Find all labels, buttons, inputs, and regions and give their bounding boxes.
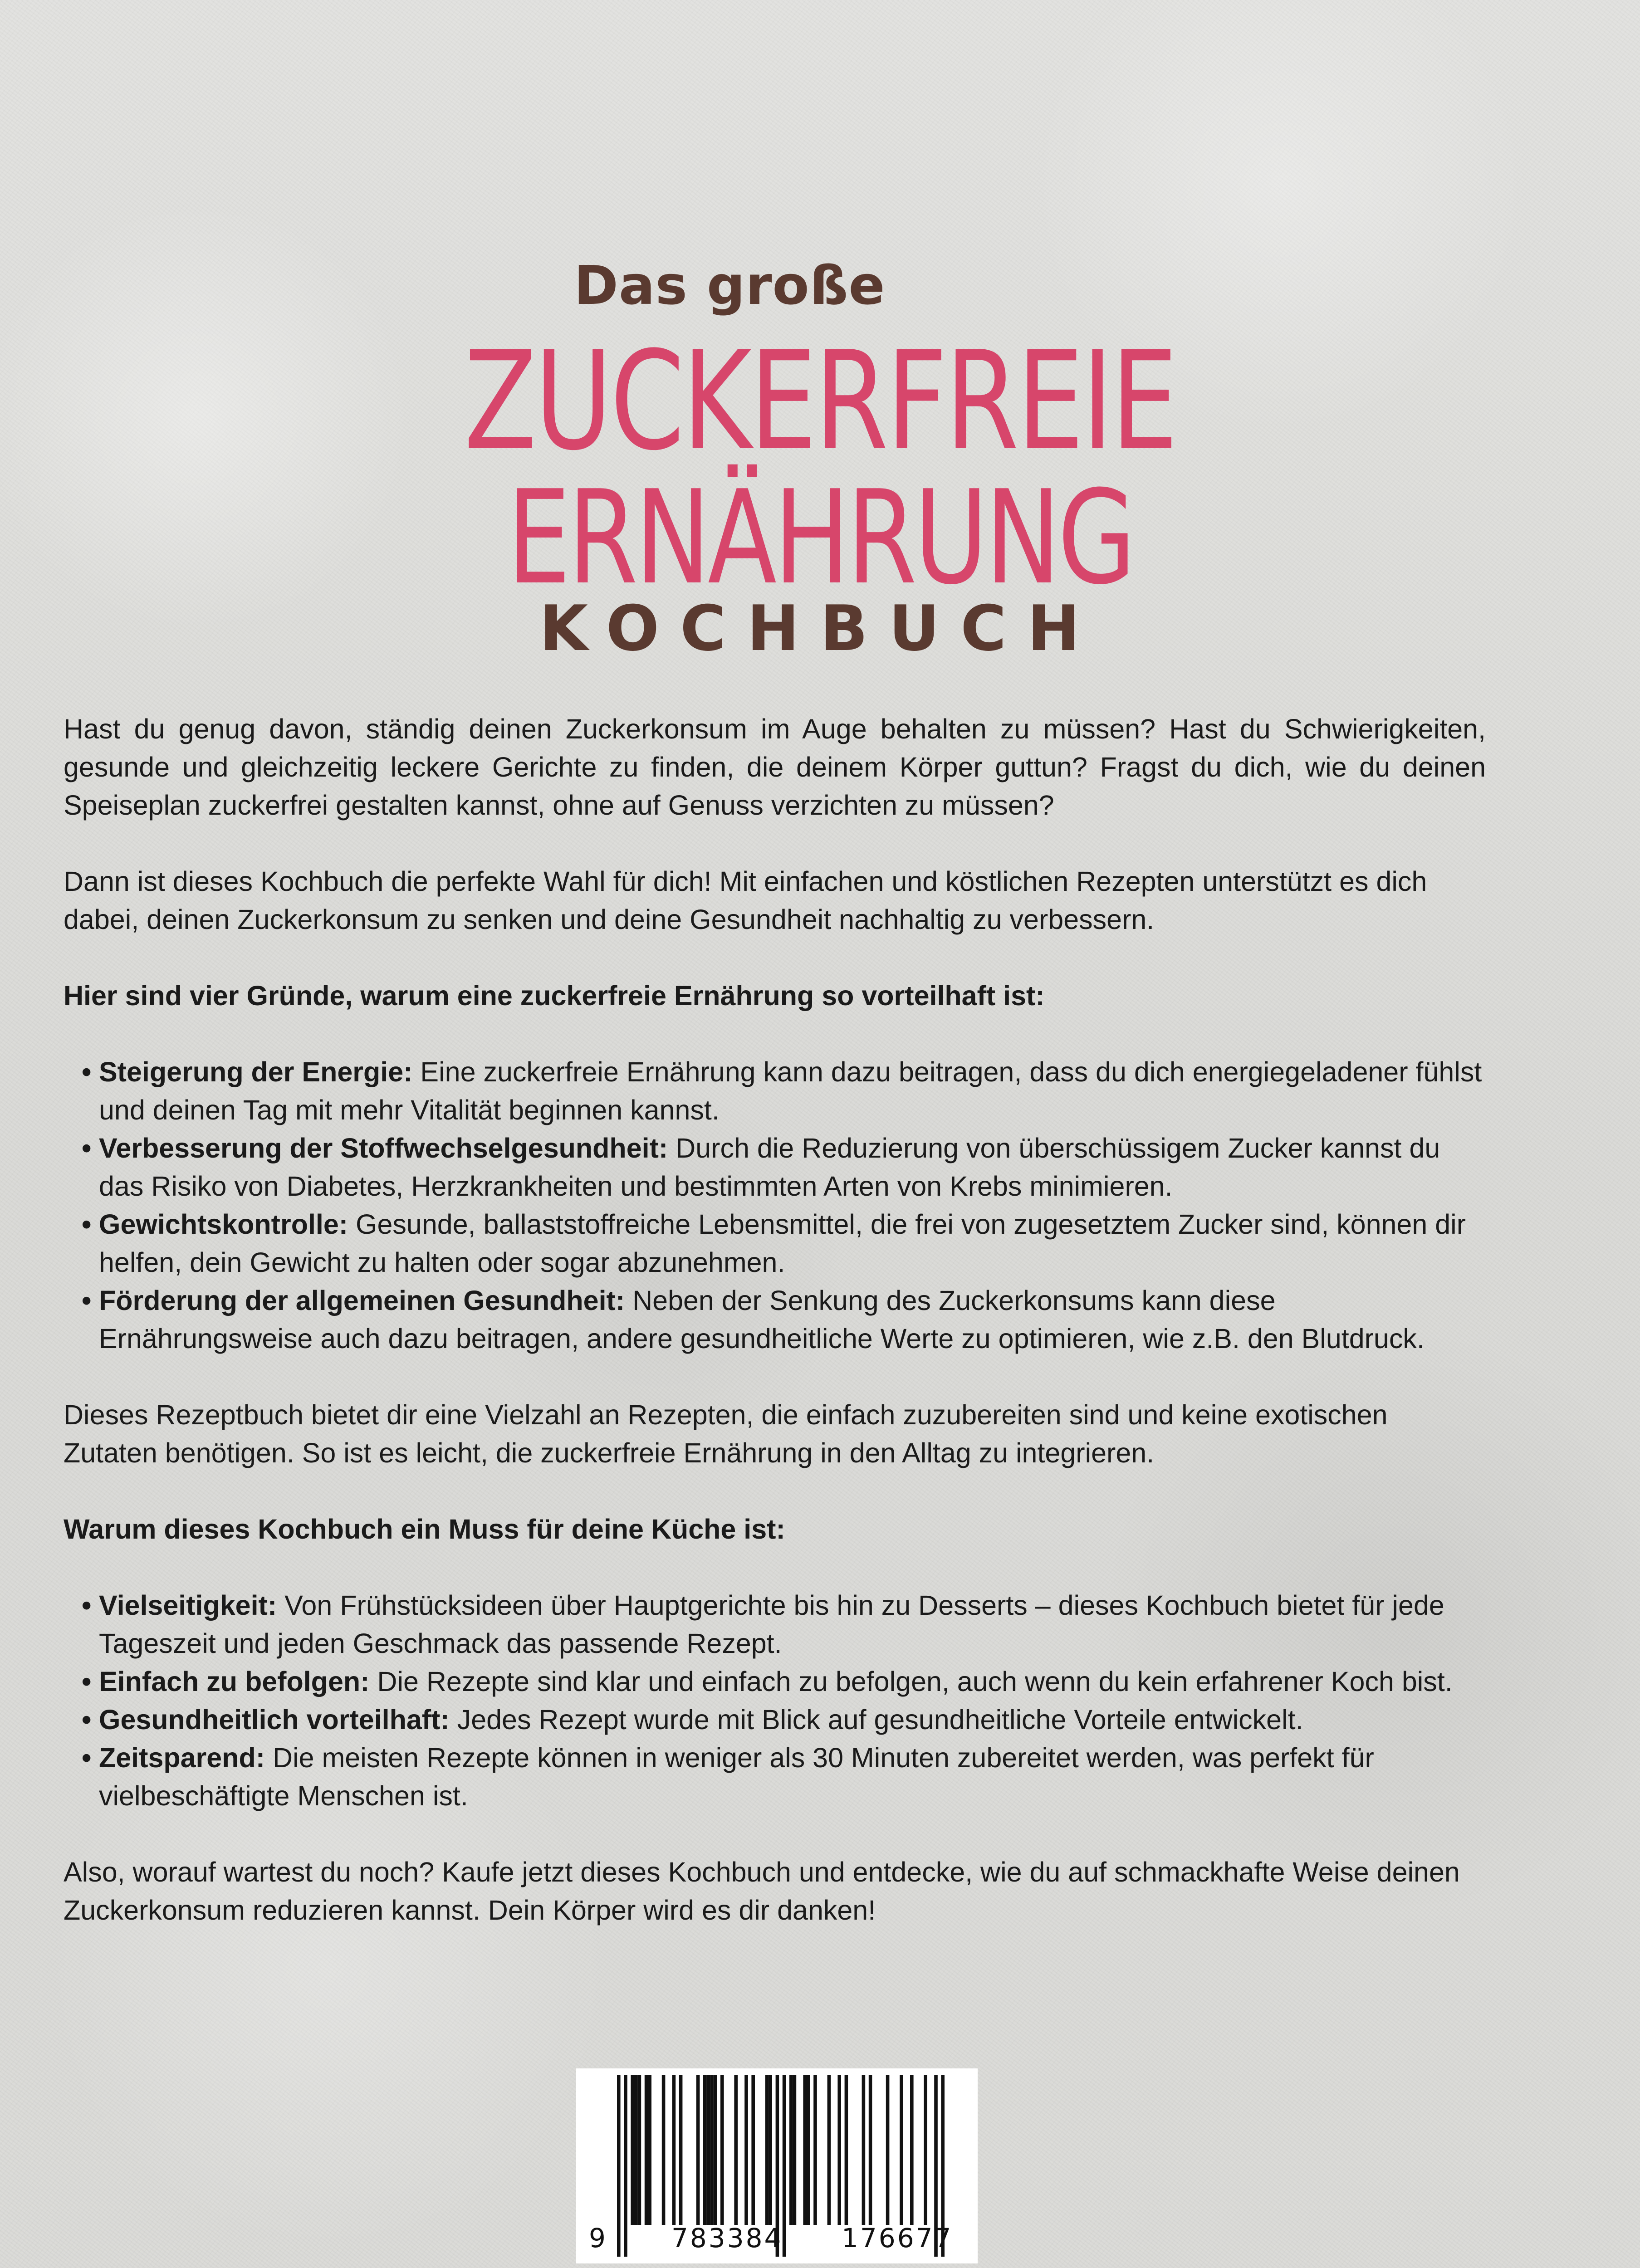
barcode-first-digit: 9 [589, 2223, 606, 2253]
bullet-icon: • [82, 1666, 92, 1697]
list-item [64, 1129, 1486, 1205]
barcode-bar [827, 2075, 831, 2225]
title-subtitle: KOCHBUCH [539, 592, 1101, 665]
list-item-text: Eine zuckerfreie Ernährung kann dazu beitragen, dass du dich energiegeladener fühlst und deinen Tag mit mehr Vitalität beginnen kannst. [99, 1056, 1482, 1125]
list-item-text: Gesunde, ballaststoffreiche Lebensmittel, die frei von zugesetztem Zucker sind, können dir helfen, dein Gewicht zu halten oder sogar abzunehmen. [99, 1209, 1466, 1278]
barcode-bar [862, 2075, 866, 2225]
bullet-icon: • [82, 1590, 92, 1621]
barcode-bar [710, 2075, 714, 2225]
why-list [64, 1586, 1486, 1815]
title-top: Das große [574, 254, 886, 317]
barcode-bar [910, 2075, 914, 2225]
list-item-text: Durch die Reduzierung von überschüssigem Zucker kannst du das Risiko von Diabetes, Herzkrankheiten und bestimmten Arten von Krebs minimieren. [99, 1133, 1440, 1202]
barcode-bar [662, 2075, 666, 2225]
barcode-bar [634, 2075, 638, 2225]
barcode-left-group: 783384 [671, 2223, 783, 2253]
barcode-bar [765, 2075, 769, 2225]
barcode-bar [924, 2075, 927, 2225]
barcode-bar [696, 2075, 700, 2225]
list-item-text: Neben der Senkung des Zuckerkonsums kann diese Ernährungsweise auch dazu beitragen, andere gesundheitliche Werte zu optimieren, wie z.B. den Blutdruck. [99, 1285, 1425, 1354]
barcode-bar [845, 2075, 848, 2225]
bullet-icon: • [82, 1133, 92, 1163]
barcode-bar [803, 2075, 807, 2225]
barcode-bar [793, 2075, 797, 2225]
barcode-bar [744, 2075, 748, 2225]
barcode-bar [679, 2075, 683, 2225]
list-item-text: Von Frühstücksideen über Hauptgerichte bis hin zu Desserts – dieses Kochbuch bietet für jede Tageszeit und jeden Geschmack das passende Rezept. [99, 1590, 1444, 1659]
barcode-bar [720, 2075, 724, 2225]
list-item [64, 1053, 1486, 1129]
barcode-bar [837, 2075, 841, 2225]
title-line-ernaehrung: ERNÄHRUNG [507, 463, 1133, 613]
list-item-lead: Verbesserung der Stoffwechselgesundheit: [99, 1133, 668, 1163]
back-cover-text [64, 710, 1486, 1967]
bullet-icon: • [82, 1285, 92, 1316]
list-item-lead: Gewichtskontrolle: [99, 1209, 348, 1240]
offer-paragraph: Dann ist dieses Kochbuch die perfekte Wahl für dich! Mit einfachen und köstlichen Rezepten unterstützt es dich dabei, deinen Zuckerkonsum zu senken und deine Gesundheit nachhaltig zu verbessern. [64, 866, 1427, 935]
list-item-text: Die Rezepte sind klar und einfach zu befolgen, auch wenn du kein erfahrener Koch bist. [369, 1666, 1453, 1697]
barcode-bar [869, 2075, 872, 2225]
barcode-bar [714, 2075, 717, 2225]
barcode-bar [707, 2075, 710, 2225]
bullet-icon: • [82, 1742, 92, 1773]
list-item [64, 1662, 1486, 1701]
barcode-bar [631, 2075, 634, 2225]
reasons-list [64, 1053, 1486, 1358]
barcode-bar [900, 2075, 903, 2225]
barcode-right-group: 176677 [842, 2223, 953, 2253]
list-item-text: Die meisten Rezepte können in weniger als 30 Minuten zubereitet werden, was perfekt für vielbeschäftigte Menschen ist. [99, 1742, 1374, 1811]
list-item [64, 1205, 1486, 1281]
barcode-bar [769, 2075, 772, 2225]
barcode-bar [672, 2075, 676, 2225]
barcode-bar [645, 2075, 648, 2225]
list-item [64, 1701, 1486, 1739]
bullet-icon: • [82, 1704, 92, 1735]
barcode-bar [734, 2075, 738, 2225]
list-item-lead: Steigerung der Energie: [99, 1056, 413, 1087]
reasons-heading: Hier sind vier Gründe, warum eine zuckerfreie Ernährung so vorteilhaft ist: [64, 980, 1045, 1011]
title-line-zuckerfreie: ZUCKERFREIE [464, 322, 1176, 480]
barcode-bar [813, 2075, 817, 2225]
bullet-icon: • [82, 1056, 92, 1087]
isbn-barcode [576, 2068, 978, 2263]
list-item [64, 1586, 1486, 1662]
barcode-bar [703, 2075, 707, 2225]
recipes-paragraph: Dieses Rezeptbuch bietet dir eine Vielzahl an Rezepten, die einfach zuzubereiten sind und keine exotischen Zutaten benötigen. So ist es leicht, die zuckerfreie Ernährung in den Alltag zu integrieren. [64, 1399, 1388, 1468]
list-item [64, 1739, 1486, 1815]
list-item-text: Jedes Rezept wurde mit Blick auf gesundheitliche Vorteile entwickelt. [449, 1704, 1303, 1735]
list-item [64, 1281, 1486, 1358]
intro-paragraph: Hast du genug davon, ständig deinen Zuckerkonsum im Auge behalten zu müssen? Hast du Schwierigkeiten, gesunde und gleichzeitig leckere Gerichte zu finden, die deinem Körper guttun? Fragst du dich, wie du deinen Speiseplan zuckerfrei gestalten kannst, ohne auf Genuss verzichten zu müssen? [64, 714, 1486, 821]
barcode-bar [648, 2075, 651, 2225]
list-item-lead: Einfach zu befolgen: [99, 1666, 370, 1697]
barcode-bar [789, 2075, 793, 2225]
bullet-icon: • [82, 1209, 92, 1240]
closing-paragraph: Also, worauf wartest du noch? Kaufe jetzt dieses Kochbuch und entdecke, wie du auf schmackhafte Weise deinen Zuckerkonsum reduzieren kannst. Dein Körper wird es dir danken! [64, 1857, 1460, 1926]
list-item-lead: Förderung der allgemeinen Gesundheit: [99, 1285, 625, 1316]
list-item-lead: Vielseitigkeit: [99, 1590, 277, 1621]
list-item-lead: Zeitsparend: [99, 1742, 265, 1773]
barcode-bar [807, 2075, 810, 2225]
barcode-bar [751, 2075, 755, 2225]
barcode-bar [886, 2075, 890, 2225]
barcode-bar [638, 2075, 641, 2225]
barcode-digits [576, 2223, 978, 2259]
list-item-lead: Gesundheitlich vorteilhaft: [99, 1704, 450, 1735]
why-heading: Warum dieses Kochbuch ein Muss für deine Küche ist: [64, 1514, 785, 1545]
